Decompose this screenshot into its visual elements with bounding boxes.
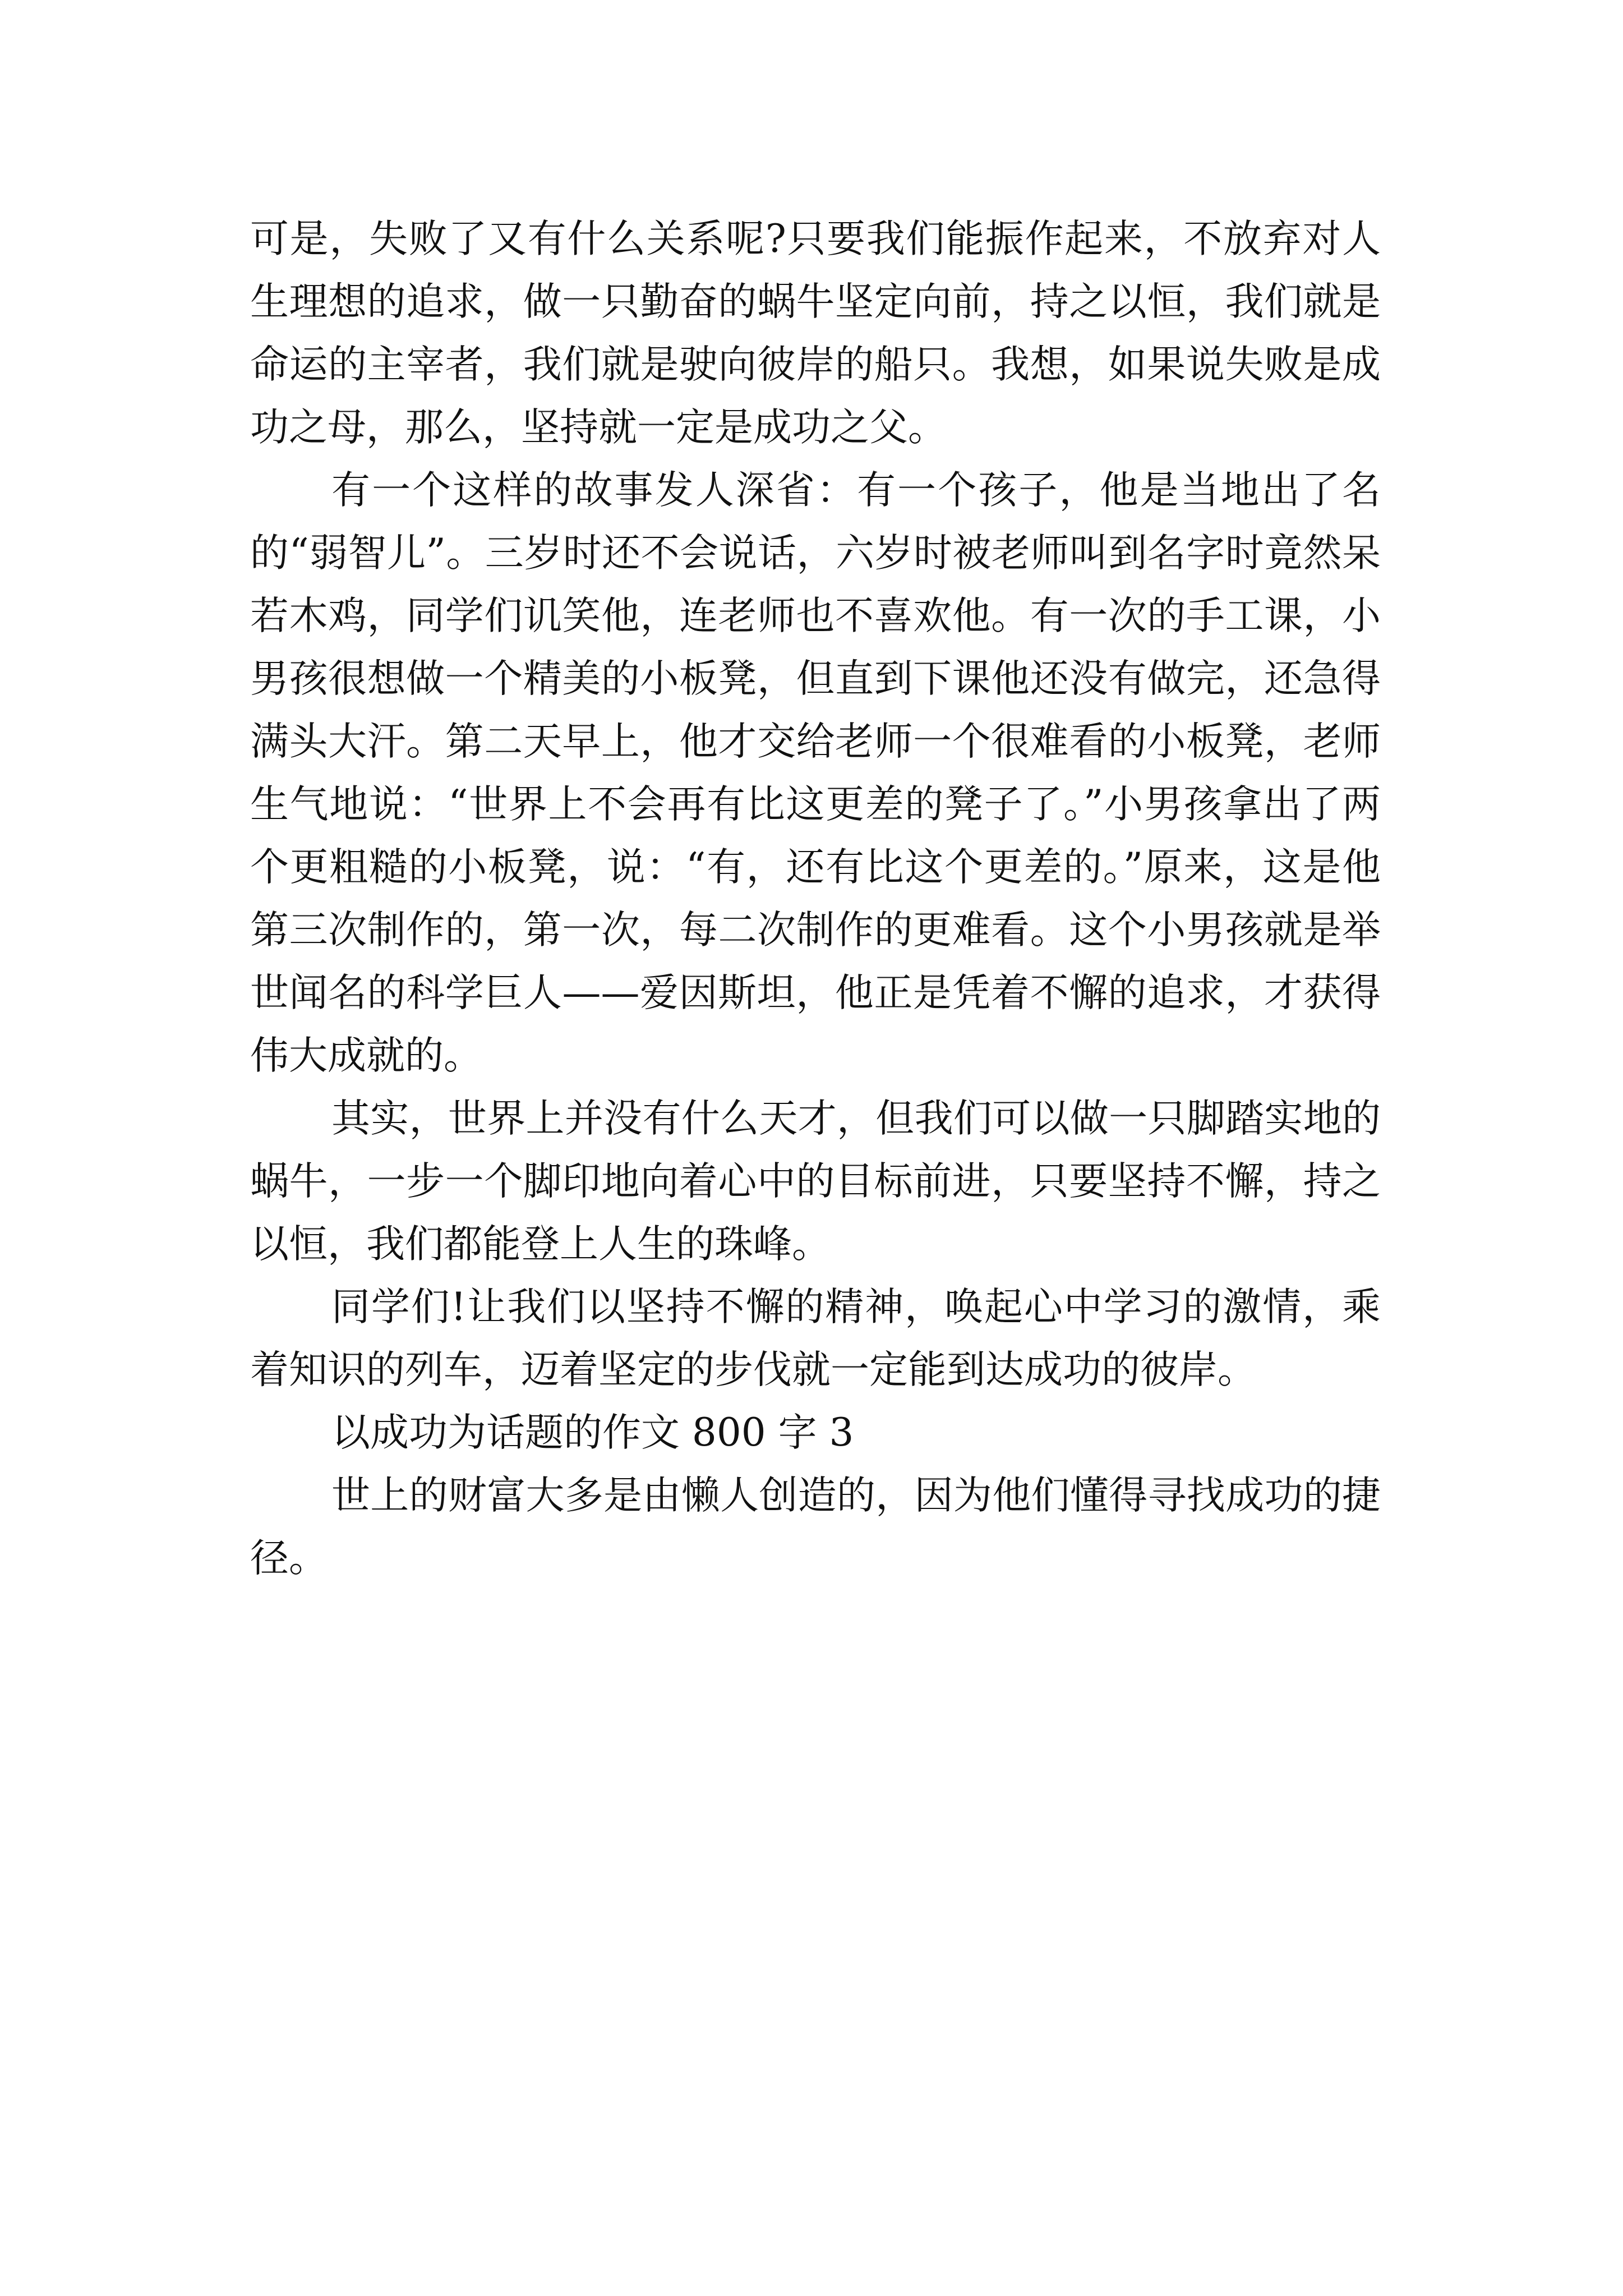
paragraph-lazy-wealth: 世上的财富大多是由懒人创造的，因为他们懂得寻找成功的捷径。: [250, 1473, 1381, 1581]
paragraph-no-genius: 其实，世界上并没有什么天才，但我们可以做一只脚踏实地的蜗牛，一步一个脚印地向着心中的目标前进，只要坚持不懈，持之以恒，我们都能登上人生的珠峰。: [250, 1096, 1381, 1267]
paragraph-continuation: 可是，失败了又有什么关系呢?只要我们能振作起来，不放弃对人生理想的追求，做一只勤奋的蜗牛坚定向前，持之以恒，我们就是命运的主宰者，我们就是驶向彼岸的船只。我想，如果说失败是成功之母，那么，坚持就一定是成功之父。: [250, 217, 1381, 450]
section-heading: 以成功为话题的作文 800 字 3: [331, 1410, 854, 1455]
paragraph-conclusion: 同学们!让我们以坚持不懈的精神，唤起心中学习的激情，乘着知识的列车，迈着坚定的步伐就一定能到达成功的彼岸。: [250, 1285, 1381, 1392]
document-body: [250, 208, 1381, 1590]
paragraph-einstein-story: 有一个这样的故事发人深省：有一个孩子，他是当地出了名的“弱智儿”。三岁时还不会说话，六岁时被老师叫到名字时竟然呆若木鸡，同学们讥笑他，连老师也不喜欢他。有一次的手工课，小男孩很想做一个精美的小板凳，但直到下课他还没有做完，还急得满头大汗。第二天早上，他才交给老师一个很难看的小板凳，老师生气地说：“世界上不会再有比这更差的凳子了。”小男孩拿出了两个更粗糙的小板凳，说：“有，还有比这个更差的。”原来，这是他第三次制作的，第一次，每二次制作的更难看。这个小男孩就是举世闻名的科学巨人——爱因斯坦，他正是凭着不懈的追求，才获得伟大成就的。: [250, 468, 1381, 1078]
